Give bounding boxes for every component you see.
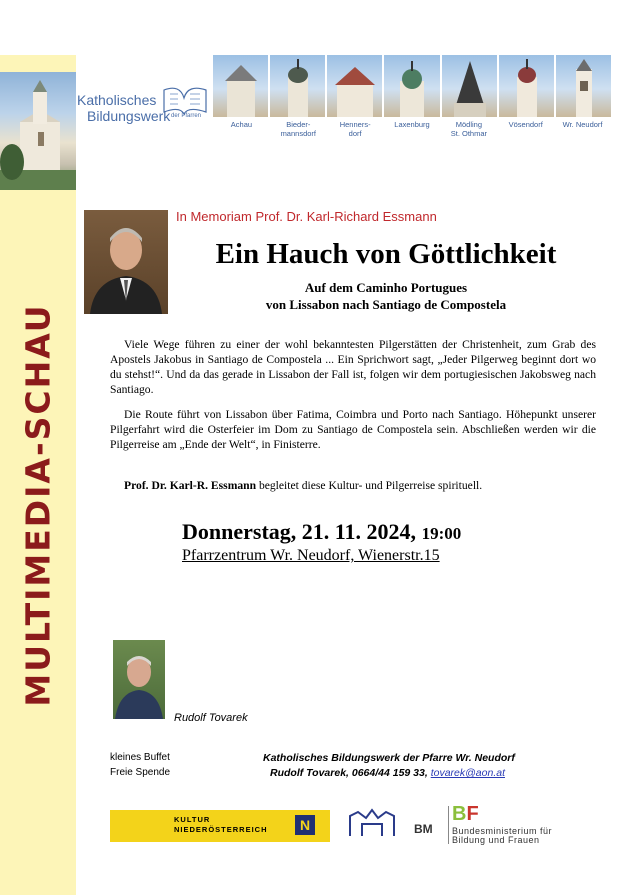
kultur-logo-line1: KULTUR <box>174 815 211 824</box>
donation-note: Freie Spende <box>110 767 171 778</box>
event-subtitle-2: von Lissabon nach Santiago de Compostela <box>265 297 507 312</box>
buffet-note: kleines Buffet <box>110 752 170 763</box>
church-label: Wr. Neudorf <box>562 120 603 129</box>
bf-logo-f: F <box>466 803 479 825</box>
org-logo-line1: Katholisches <box>77 92 157 108</box>
church-photo-laxenburg <box>384 55 439 117</box>
event-time: 19:00 <box>421 524 462 543</box>
bf-logo-b: B <box>452 803 467 825</box>
event-date-text: Donnerstag, 21. 11. 2024, <box>182 519 422 544</box>
church-photo-wr-neudorf <box>556 55 611 117</box>
church-photo-strip <box>213 55 611 117</box>
essmann-portrait <box>84 210 168 314</box>
tovarek-portrait <box>113 640 165 719</box>
church-photo-achau <box>213 55 268 117</box>
event-date <box>182 519 461 545</box>
bf-logo <box>452 803 479 826</box>
church-photo-hennersdorf <box>327 55 382 117</box>
ministry-line1: Bundesministerium für <box>452 826 553 836</box>
email-link[interactable]: tovarek@aon.at <box>430 767 505 779</box>
church-label: Laxenburg <box>394 120 430 129</box>
presenter-name: Rudolf Tovarek <box>174 712 248 724</box>
church-photo-biedermannsdorf <box>270 55 325 117</box>
kultur-logo-line2: NIEDERÖSTERREICH <box>174 825 268 834</box>
org-logo-sub: der Pfarren <box>171 113 202 119</box>
church-label: Bieder- mannsdorf <box>280 120 316 138</box>
guide-name: Prof. Dr. Karl-R. Essmann <box>124 479 257 492</box>
guide-text: begleitet diese Kultur- und Pilgerreise spirituell. <box>256 479 483 492</box>
org-logo-line2: Bildungswerk <box>87 108 171 124</box>
bm-logo-text: BM <box>414 822 433 836</box>
noe-n-icon: N <box>295 815 315 835</box>
description-paragraph-2: Die Route führt von Lissabon über Fatima, Coimbra und Porto nach Santiago. Höhepunkt unserer Pilgerfahrt wird die Osterfeier im Dom zu Santiago de Compostela sein. Abschließen werden wir die Pilgerreise am „Ende der Welt“, in Finisterre. <box>110 408 596 451</box>
description-paragraph-3 <box>110 478 596 493</box>
ministry-line2: Bildung und Frauen <box>452 835 540 845</box>
church-photo-moedling <box>442 55 497 117</box>
building-logo-icon <box>348 808 396 838</box>
event-subtitle-1: Auf dem Caminho Portugues <box>304 280 468 295</box>
church-photo-voesendorf <box>499 55 554 117</box>
organizer: Katholisches Bildungswerk der Pfarre Wr. Neudorf <box>263 752 515 764</box>
church-label: Achau <box>230 120 253 129</box>
event-venue: Pfarrzentrum Wr. Neudorf, Wienerstr.15 <box>182 547 440 564</box>
contact-text: Rudolf Tovarek, 0664/44 159 33, <box>270 767 431 779</box>
description-paragraph-1: Viele Wege führen zu einer der wohl bekanntesten Pilgerstätten der Christenheit, zum Grab des Apostels Jakobus in Santiago de Compostela ... Ein Sprichwort sagt, „Jeder Pilgerweg beginnt dort wo du stehst!“. Und da das gerade in Lissabon der Fall ist, folgen wir dem portugiesischen Jakobsweg nach Santiago. <box>110 338 596 396</box>
multimedia-title: MULTIMEDIA-SCHAU <box>18 303 58 707</box>
org-logo-mark-icon <box>158 86 212 116</box>
church-labels <box>213 120 611 138</box>
event-title: Ein Hauch von Göttlichkeit <box>215 238 557 270</box>
church-label: Henners- dorf <box>339 120 371 138</box>
memoriam-line: In Memoriam Prof. Dr. Karl-Richard Essmann <box>176 209 437 224</box>
church-label: Vösendorf <box>508 120 543 129</box>
church-photo <box>0 72 76 190</box>
church-label: Mödling St. Othmar <box>450 120 487 138</box>
contact-line <box>270 767 505 779</box>
bf-divider <box>448 806 449 844</box>
